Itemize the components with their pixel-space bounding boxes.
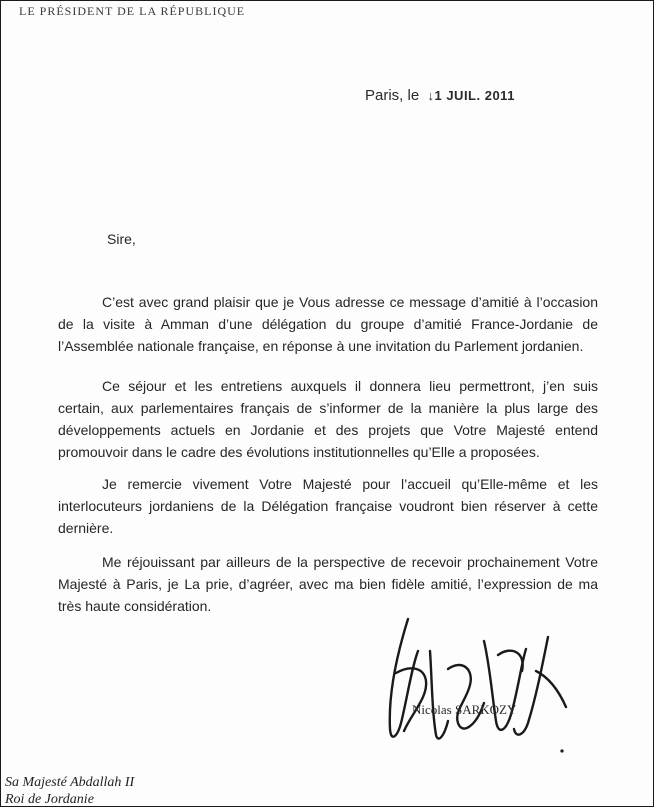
letterhead: LE PRÉSIDENT DE LA RÉPUBLIQUE bbox=[19, 4, 246, 18]
addressee-title: Roi de Jordanie bbox=[5, 792, 94, 807]
addressee-name: Sa Majesté Abdallah II bbox=[5, 775, 135, 790]
addressee-block bbox=[5, 774, 134, 808]
paragraph-3: Je remercie vivement Votre Majesté pour l’accueil qu’Elle-même et les interlocuteurs jordaniens de la Délégation française voudront bien réserver à cette dernière. bbox=[58, 476, 598, 536]
date-stamp: ↓1 JUIL. 2011 bbox=[423, 88, 515, 103]
dateline bbox=[365, 87, 515, 104]
paragraph-2: Ce séjour et les entretiens auxquels il donnera lieu permettront, j’en suis certain, aux parlementaires français de s’informer de la manière la plus large des développements actuels en Jordanie et des projets que Votre Majesté entend promouvoir dans le cadre des évolutions institutionnelles qu’Elle a proposées. bbox=[58, 378, 598, 460]
dateline-place: Paris, le bbox=[365, 87, 420, 104]
salutation: Sire, bbox=[107, 231, 136, 247]
signer-name: Nicolas SARKOZY bbox=[412, 702, 517, 717]
paragraph-4: Me réjouissant par ailleurs de la perspective de recevoir prochainement Votre Majesté à Paris, je La prie, d’agréer, avec ma bien fidèle amitié, l’expression de ma très haute considération. bbox=[58, 554, 598, 614]
paragraph-1: C’est avec grand plaisir que je Vous adresse ce message d’amitié à l’occasion de la visite à Amman d’une délégation du groupe d’amitié France-Jordanie de l’Assemblée nationale française, en réponse à une invitation du Parlement jordanien. bbox=[58, 294, 598, 354]
handwritten-signature bbox=[366, 611, 581, 761]
